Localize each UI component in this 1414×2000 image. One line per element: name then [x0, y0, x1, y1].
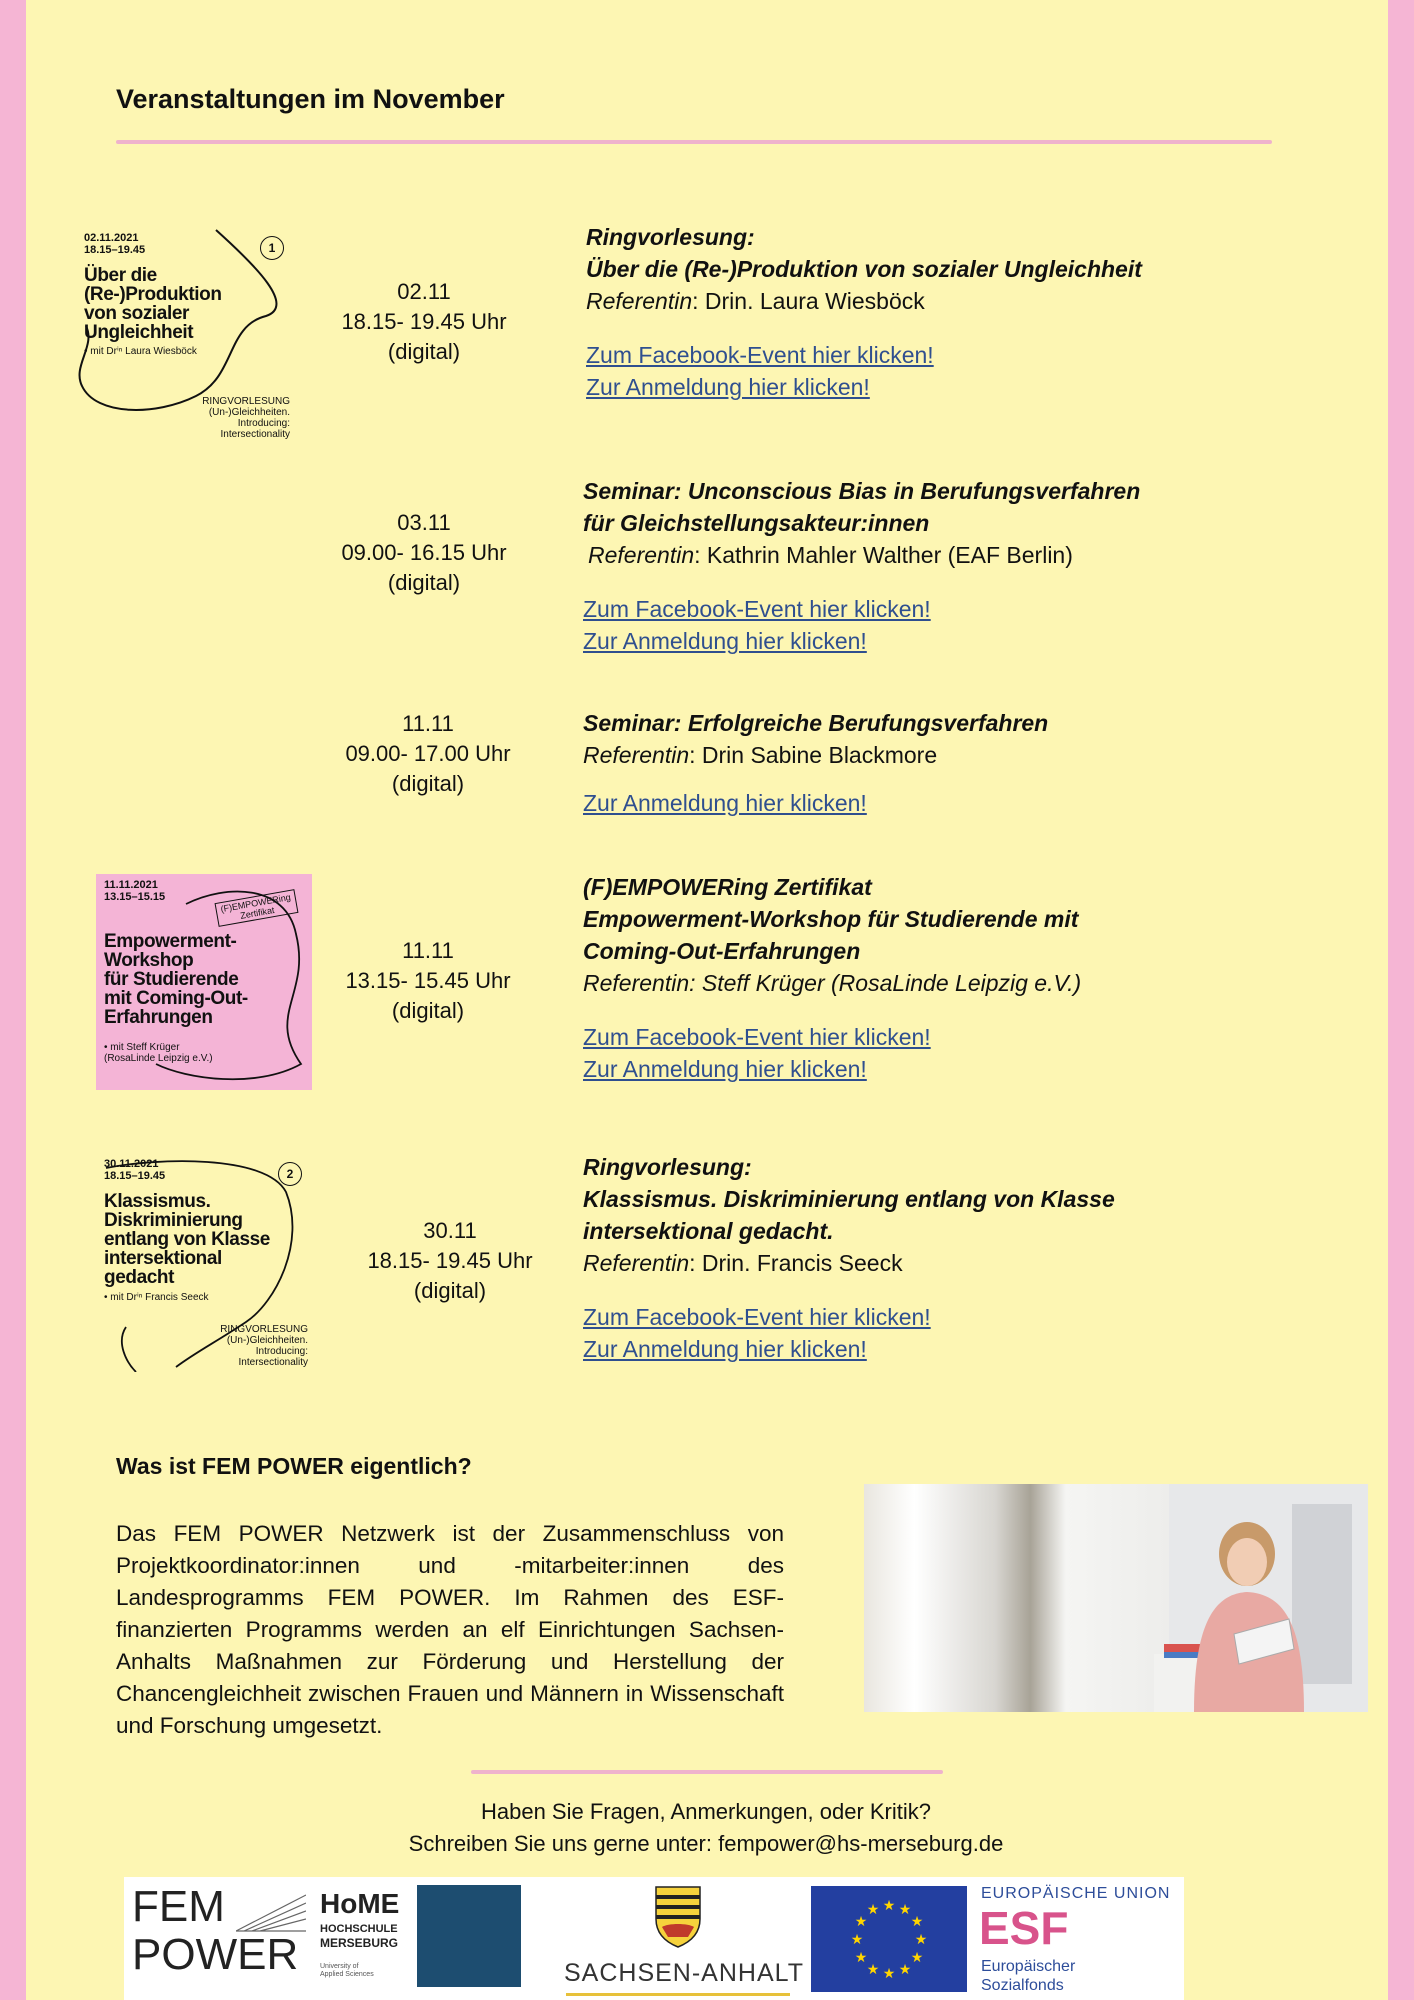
event-links — [583, 593, 1223, 657]
hochschule-label: HOCHSCHULE — [320, 1923, 398, 1935]
event-time: 18.15- 19.45 Uhr — [341, 309, 507, 334]
event-poster-empowerment — [96, 874, 312, 1090]
svg-text:★: ★ — [898, 1902, 912, 1918]
event-time: 09.00- 16.15 Uhr — [341, 540, 507, 565]
eu-stars-icon — [811, 1886, 967, 1992]
event-links — [583, 1301, 1223, 1365]
event-date: 03.11 — [397, 510, 451, 535]
poster-date: 30.11.2021 18.15–19.45 — [104, 1158, 166, 1182]
event-time: 09.00- 17.00 Uhr — [345, 741, 511, 766]
svg-text:★: ★ — [910, 1950, 924, 1966]
event-date: 11.11 — [402, 711, 454, 736]
poster-badge: (F)EMPOWERing Zertifikat — [215, 889, 299, 927]
event-1-when — [324, 277, 524, 367]
event-speaker: Referentin: Drin. Francis Seeck — [583, 1250, 903, 1276]
person-photo — [864, 1484, 1368, 1712]
poster-speaker: • mit Drⁱⁿ Laura Wiesböck — [84, 346, 197, 357]
registration-link[interactable]: Zur Anmeldung hier klicken! — [586, 374, 870, 400]
poster-date: 11.11.2021 13.15–15.15 — [104, 879, 166, 903]
event-speaker: Referentin: Drin. Laura Wiesböck — [586, 288, 925, 314]
event-title-line: für Gleichstellungsakteur:innen — [583, 510, 930, 536]
poster-number-badge: 2 — [278, 1162, 302, 1186]
poster-speaker: • mit Steff Krüger (RosaLinde Leipzig e.V.) — [104, 1042, 213, 1064]
event-title-line: Klassismus. Diskriminierung entlang von Klasse — [583, 1186, 1115, 1212]
about-heading: Was ist FEM POWER eigentlich? — [116, 1453, 472, 1479]
event-title-line: Ringvorlesung: — [583, 1154, 752, 1180]
svg-text:★: ★ — [910, 1914, 924, 1930]
event-1-details — [586, 221, 1226, 403]
facebook-event-link[interactable]: Zum Facebook-Event hier klicken! — [583, 1304, 931, 1330]
event-4-details — [583, 871, 1223, 1085]
event-5-details — [583, 1151, 1223, 1365]
title-divider — [116, 140, 1272, 144]
event-4-when — [328, 936, 528, 1026]
event-title-line: Empowerment-Workshop für Studierende mit — [583, 906, 1079, 932]
esf-logo: ESF — [979, 1902, 1069, 1954]
event-links — [583, 787, 1223, 819]
eu-label: EUROPÄISCHE UNION — [981, 1885, 1171, 1902]
poster-footer: RINGVORLESUNG (Un-)Gleichheiten. Introducing: Intersectionality — [220, 1324, 308, 1368]
event-speaker: Referentin: Kathrin Mahler Walther (EAF Berlin) — [588, 542, 1073, 568]
event-3-details — [583, 707, 1223, 819]
event-format: (digital) — [391, 998, 465, 1023]
svg-text:★: ★ — [850, 1932, 864, 1948]
event-speaker: Referentin: Drin Sabine Blackmore — [583, 742, 938, 768]
event-links — [586, 339, 1226, 403]
contact-email-line: Schreiben Sie uns gerne unter: fempower@hs-merseburg.de — [408, 1831, 1004, 1856]
event-title-line: Coming-Out-Erfahrungen — [583, 938, 861, 964]
registration-link[interactable]: Zur Anmeldung hier klicken! — [583, 628, 867, 654]
newsletter-page — [26, 0, 1388, 2000]
event-poster-ringvorlesung-1 — [76, 226, 296, 444]
facebook-event-link[interactable]: Zum Facebook-Event hier klicken! — [583, 1024, 931, 1050]
facebook-event-link[interactable]: Zum Facebook-Event hier klicken! — [586, 342, 934, 368]
poster-title: Empowerment- Workshop für Studierende mit Coming-Out- Erfahrungen — [104, 931, 248, 1028]
registration-link[interactable]: Zur Anmeldung hier klicken! — [583, 790, 867, 816]
event-5-when — [350, 1216, 550, 1306]
svg-text:★: ★ — [854, 1914, 868, 1930]
poster-title: Über die (Re-)Produktion von sozialer Ungleichheit — [84, 265, 222, 343]
poster-speaker: • mit Drⁱⁿ Francis Seeck — [104, 1292, 209, 1303]
eu-flag — [811, 1886, 967, 1992]
fem-power-logo-fem: FEM — [132, 1882, 225, 1931]
svg-text:★: ★ — [914, 1932, 928, 1948]
facebook-event-link[interactable]: Zum Facebook-Event hier klicken! — [583, 596, 931, 622]
event-title-line: Seminar: Erfolgreiche Berufungsverfahren — [583, 710, 1049, 736]
poster-footer: RINGVORLESUNG (Un-)Gleichheiten. Introducing: Intersectionality — [202, 396, 290, 440]
event-date: 30.11 — [423, 1218, 477, 1243]
sponsor-logos-bar — [124, 1877, 1184, 2000]
contact-divider — [471, 1770, 943, 1774]
svg-text:★: ★ — [898, 1962, 912, 1978]
event-date: 02.11 — [397, 279, 451, 304]
svg-text:★: ★ — [882, 1898, 896, 1914]
blue-square-logo — [417, 1885, 521, 1987]
sachsen-anhalt-label: SACHSEN-ANHALT — [564, 1959, 804, 1987]
fem-power-logo-power: POWER — [132, 1930, 299, 1979]
event-title-line: Über die (Re-)Produktion von sozialer Ungleichheit — [586, 256, 1142, 282]
event-links — [583, 1021, 1223, 1085]
hochschule-merseburg-logo: HoME — [320, 1888, 400, 1919]
event-time: 13.15- 15.45 Uhr — [345, 968, 511, 993]
event-format: (digital) — [387, 339, 461, 364]
event-title-line: intersektional gedacht. — [583, 1218, 834, 1244]
event-format: (digital) — [387, 570, 461, 595]
poster-number-badge: 1 — [260, 236, 284, 260]
svg-text:★: ★ — [866, 1902, 880, 1918]
sachsen-anhalt-coat-of-arms — [648, 1883, 708, 1949]
applied-sciences-label: University of Applied Sciences — [320, 1963, 374, 1978]
event-format: (digital) — [391, 771, 465, 796]
poster-title: Klassismus. Diskriminierung entlang von Klasse intersektional gedacht — [104, 1191, 270, 1288]
sachsen-anhalt-underline — [566, 1993, 790, 1996]
poster-date: 02.11.2021 18.15–19.45 — [84, 232, 146, 256]
photo-illustration — [864, 1484, 1368, 1712]
event-format: (digital) — [413, 1278, 487, 1303]
event-2-when — [324, 508, 524, 598]
registration-link[interactable]: Zur Anmeldung hier klicken! — [583, 1056, 867, 1082]
svg-text:★: ★ — [854, 1950, 868, 1966]
event-poster-ringvorlesung-2 — [96, 1152, 314, 1372]
page-title: Veranstaltungen im November — [116, 84, 505, 114]
fem-power-logo-graphic — [236, 1891, 306, 1941]
svg-text:★: ★ — [882, 1966, 896, 1982]
esf-subtitle: Europäischer Sozialfonds — [981, 1958, 1076, 1994]
event-time: 18.15- 19.45 Uhr — [367, 1248, 533, 1273]
event-title-line: (F)EMPOWERing Zertifikat — [583, 874, 872, 900]
merseburg-label: MERSEBURG — [320, 1936, 399, 1950]
event-title-line: Seminar: Unconscious Bias in Berufungsverfahren — [583, 478, 1141, 504]
event-date: 11.11 — [402, 938, 454, 963]
event-title-line: Ringvorlesung: — [586, 224, 755, 250]
event-speaker: Referentin: Steff Krüger (RosaLinde Leipzig e.V.) — [583, 970, 1082, 996]
svg-text:★: ★ — [866, 1962, 880, 1978]
event-2-details — [583, 475, 1223, 657]
contact-question: Haben Sie Fragen, Anmerkungen, oder Kritik? — [480, 1799, 932, 1824]
event-3-when — [328, 709, 528, 799]
about-text: Das FEM POWER Netzwerk ist der Zusammenschluss von Projektkoordinator:innen und -mitarbeiter:innen des Landesprogramms FEM POWER. Im Rahmen des ESF-finanzierten Programms werden an elf Einrichtungen Sachsen-Anhalts Maßnahmen zur Förderung und Herstellung der Chancengleichheit zwischen Frauen und Männern in Wissenschaft und Forschung umgesetzt. — [116, 1521, 784, 1738]
registration-link[interactable]: Zur Anmeldung hier klicken! — [583, 1336, 867, 1362]
